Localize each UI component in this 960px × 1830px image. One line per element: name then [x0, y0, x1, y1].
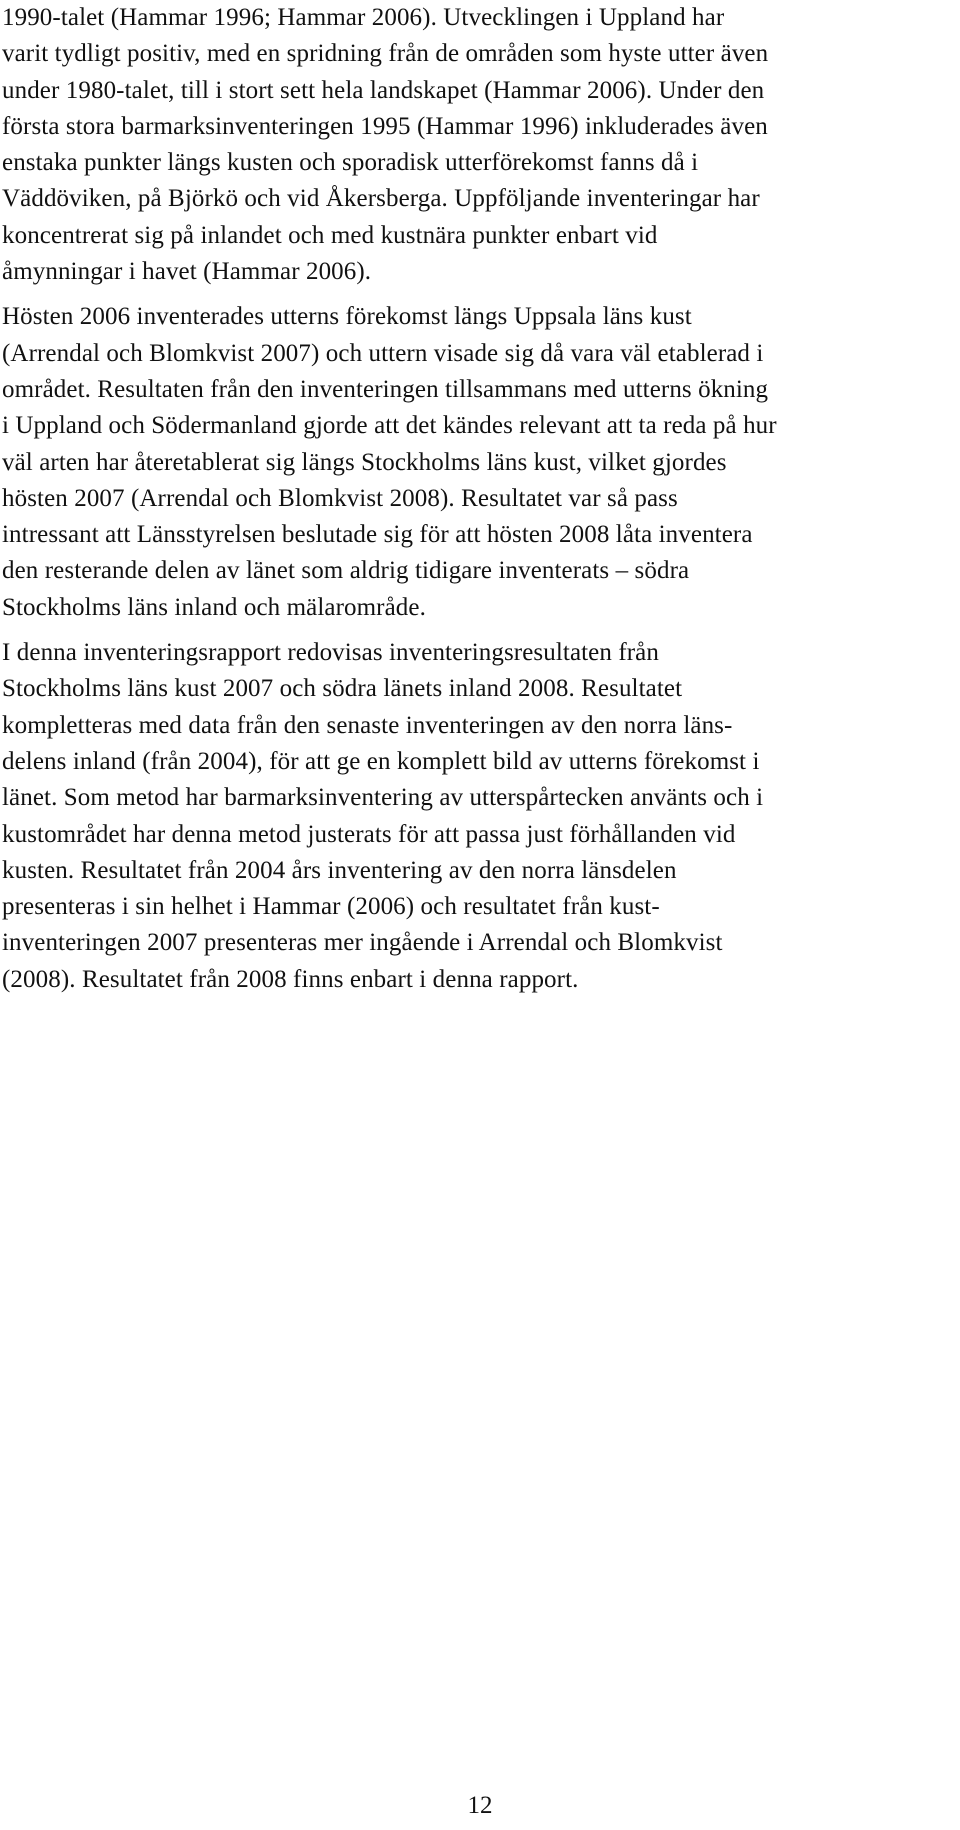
paragraph-1 [2, 0, 952, 290]
page-number: 12 [467, 1792, 493, 1819]
text-line: kustområdet har denna metod justerats för att passa just förhållanden vid [2, 820, 736, 848]
body-text [2, 0, 952, 998]
text-line: presenteras i sin helhet i Hammar (2006) och resultatet från kust- [2, 893, 660, 921]
text-line: (Arrendal och Blomkvist 2007) och uttern visade sig då vara väl etablerad i [2, 339, 764, 367]
paragraph-2 [2, 299, 952, 626]
text-line: (2008). Resultatet från 2008 finns enbart i denna rapport. [2, 965, 579, 993]
text-line: väl arten har återetablerat sig längs Stockholms läns kust, vilket gjordes [2, 448, 727, 476]
text-line: 1990-talet (Hammar 1996; Hammar 2006). Utvecklingen i Uppland har [2, 4, 725, 31]
text-line: varit tydligt positiv, med en spridning från de områden som hyste utter även [2, 40, 769, 68]
text-line: Stockholms läns inland och mälarområde. [2, 593, 426, 621]
text-line: enstaka punkter längs kusten och sporadisk utterförekomst fanns då i [2, 149, 699, 177]
text-line: länet. Som metod har barmarksinventering av utterspårtecken använts och i [2, 784, 764, 812]
text-line: delens inland (från 2004), för att ge en komplett bild av utterns förekomst i [2, 747, 760, 775]
text-line: kompletteras med data från den senaste inventeringen av den norra läns- [2, 711, 733, 739]
text-line: Hösten 2006 inventerades utterns förekomst längs Uppsala läns kust [2, 303, 692, 331]
text-line: inventeringen 2007 presenteras mer ingående i Arrendal och Blomkvist [2, 929, 723, 957]
text-line: första stora barmarksinventeringen 1995 (Hammar 1996) inkluderades även [2, 112, 768, 140]
text-line: kusten. Resultatet från 2004 års inventering av den norra länsdelen [2, 856, 677, 884]
text-line: koncentrerat sig på inlandet och med kustnära punkter enbart vid [2, 221, 658, 249]
text-line: hösten 2007 (Arrendal och Blomkvist 2008). Resultatet var så pass [2, 484, 678, 512]
text-line: I denna inventeringsrapport redovisas inventeringsresultaten från [2, 639, 659, 667]
text-line: i Uppland och Södermanland gjorde att det kändes relevant att ta reda på hur [2, 412, 777, 440]
text-line: Stockholms läns kust 2007 och södra länets inland 2008. Resultatet [2, 675, 683, 703]
text-line: den resterande delen av länet som aldrig tidigare inventerats – södra [2, 557, 690, 585]
paragraph-3 [2, 635, 952, 998]
text-line: under 1980-talet, till i stort sett hela landskapet (Hammar 2006). Under den [2, 76, 765, 104]
text-line: området. Resultaten från den inventeringen tillsammans med utterns ökning [2, 375, 769, 403]
text-line: åmynningar i havet (Hammar 2006). [2, 258, 372, 286]
text-line: intressant att Länsstyrelsen beslutade sig för att hösten 2008 låta inventera [2, 521, 753, 549]
text-line: Väddöviken, på Björkö och vid Åkersberga. Uppföljande inventeringar har [2, 185, 760, 213]
